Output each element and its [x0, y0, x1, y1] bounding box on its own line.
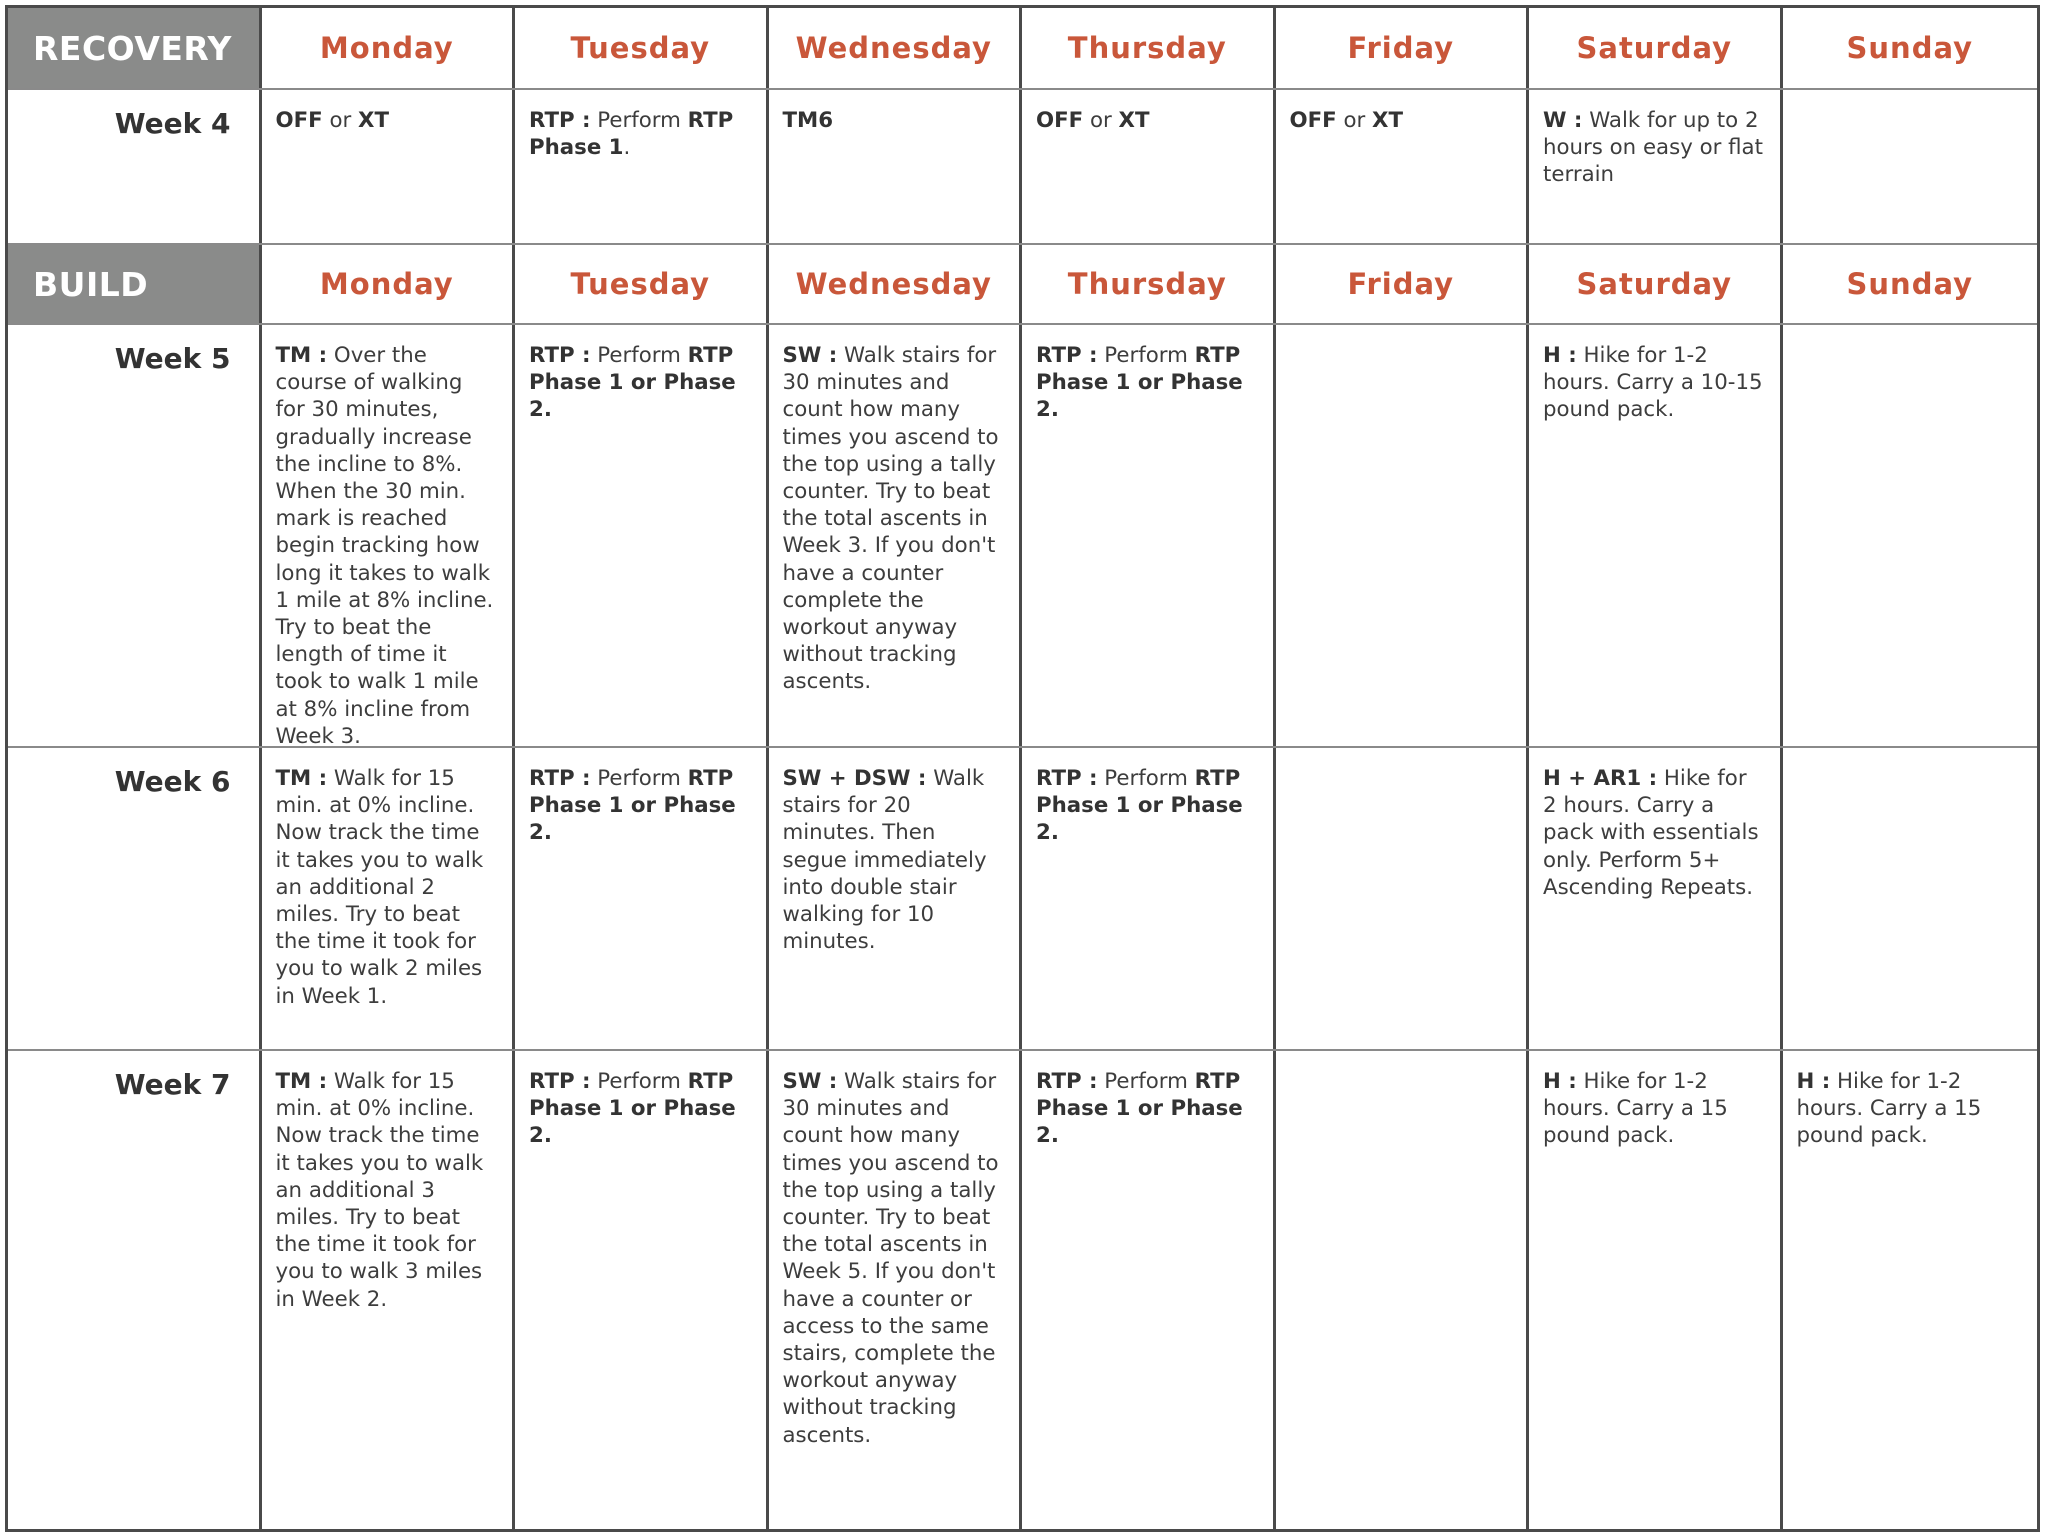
task-code: RTP : [529, 343, 591, 368]
task-code: H + AR1 : [1543, 766, 1658, 791]
task-description: Hike for 1-2 hours. Carry a 15 pound pack. [1543, 1069, 1728, 1149]
task-cell-saturday [1529, 325, 1783, 746]
task-description: Walk stairs for 30 minutes and count how many times you ascend to the top using a tally counter. Try to beat the total ascents in Week 5. If you don't have a counter or access to the same stairs, complete the workout anyway without tracking ascents. [782, 1069, 999, 1448]
task-cell-wednesday [769, 90, 1023, 243]
task-code: RTP : [529, 766, 591, 791]
day-header-monday: Monday [262, 245, 516, 323]
task-code: RTP Phase 1 [529, 108, 734, 161]
task-description: Walk stairs for 30 minutes and count how many times you ascend to the top using a tally counter. Try to beat the total ascents in Week 3. If you don't have a counter complete the workout anyway without tracking ascents. [782, 343, 999, 695]
task-code: XT [1372, 108, 1403, 133]
task-code: H : [1796, 1069, 1831, 1094]
task-cell-sunday [1783, 90, 2037, 243]
task-code: RTP : [1036, 1069, 1098, 1094]
task-cell-monday [262, 90, 516, 243]
task-code: RTP Phase 1 or Phase 2. [529, 343, 736, 423]
week-row-7 [8, 1051, 2037, 1529]
task-code: RTP Phase 1 or Phase 2. [1036, 1069, 1243, 1149]
task-code: OFF [275, 108, 323, 133]
task-description: or [322, 108, 359, 133]
task-cell-tuesday [515, 325, 769, 746]
task-description: Perform [1097, 766, 1195, 791]
task-code: RTP Phase 1 or Phase 2. [529, 766, 736, 846]
task-cell-thursday [1022, 748, 1276, 1049]
task-code: RTP : [529, 1069, 591, 1094]
task-cell-tuesday [515, 1051, 769, 1529]
day-header-wednesday: Wednesday [769, 8, 1023, 88]
day-header-friday: Friday [1276, 8, 1530, 88]
task-description: Hike for 1-2 hours. Carry a 15 pound pack. [1796, 1069, 1982, 1149]
task-description: Walk for up to 2 hours on easy or flat terrain [1543, 108, 1763, 188]
day-header-thursday: Thursday [1022, 8, 1276, 88]
task-description: Perform [1097, 343, 1195, 368]
week-label: Week 5 [8, 325, 262, 746]
week-row-6 [8, 748, 2037, 1051]
task-cell-tuesday [515, 90, 769, 243]
task-code: RTP Phase 1 or Phase 2. [1036, 766, 1243, 846]
day-header-monday: Monday [262, 8, 516, 88]
task-cell-sunday [1783, 748, 2037, 1049]
task-code: TM : [275, 343, 328, 368]
week-row-5 [8, 325, 2037, 748]
day-header-tuesday: Tuesday [515, 8, 769, 88]
task-code: RTP : [529, 108, 591, 133]
task-cell-wednesday [769, 748, 1023, 1049]
day-header-saturday: Saturday [1529, 245, 1783, 323]
task-description: or [1083, 108, 1119, 133]
day-header-saturday: Saturday [1529, 8, 1783, 88]
task-code: SW : [782, 1069, 838, 1094]
build-header-row [8, 245, 2037, 325]
phase-label-build: BUILD [8, 245, 262, 323]
task-code: OFF [1036, 108, 1084, 133]
task-cell-friday [1276, 748, 1530, 1049]
task-cell-monday [262, 748, 516, 1049]
task-code: RTP : [1036, 343, 1098, 368]
task-cell-monday [262, 1051, 516, 1529]
task-description: or [1336, 108, 1373, 133]
week-label: Week 4 [8, 90, 262, 243]
task-cell-sunday [1783, 1051, 2037, 1529]
task-description: Perform [590, 343, 688, 368]
task-description: Perform [590, 108, 688, 133]
task-cell-saturday [1529, 748, 1783, 1049]
task-cell-wednesday [769, 325, 1023, 746]
task-cell-friday [1276, 1051, 1530, 1529]
task-code: RTP Phase 1 or Phase 2. [529, 1069, 736, 1149]
phase-label-recovery: RECOVERY [8, 8, 262, 88]
task-cell-saturday [1529, 90, 1783, 243]
task-description: Perform [590, 1069, 688, 1094]
task-code: H : [1543, 1069, 1577, 1094]
task-code: SW + DSW : [782, 766, 927, 791]
task-code: OFF [1289, 108, 1337, 133]
task-cell-sunday [1783, 325, 2037, 746]
recovery-header-row [8, 8, 2037, 90]
task-code: H : [1543, 343, 1577, 368]
day-header-sunday: Sunday [1846, 267, 1974, 301]
task-code: TM : [275, 1069, 328, 1094]
task-code: XT [358, 108, 389, 133]
task-description: . [623, 135, 631, 161]
day-header-tuesday: Tuesday [515, 245, 769, 323]
task-cell-friday [1276, 90, 1530, 243]
task-cell-thursday [1022, 90, 1276, 243]
day-header-sunday: Sunday [1846, 31, 1974, 65]
task-code: RTP Phase 1 or Phase 2. [1036, 343, 1243, 423]
task-description: Walk stairs for 20 minutes. Then segue immediately into double stair walking for 10 minutes. [782, 766, 987, 955]
task-code: SW : [782, 343, 838, 368]
task-cell-thursday [1022, 1051, 1276, 1529]
training-schedule-table [5, 5, 2040, 1532]
day-header-wednesday: Wednesday [769, 245, 1023, 323]
task-cell-saturday [1529, 1051, 1783, 1529]
task-cell-monday [262, 325, 516, 749]
task-description: Walk for 15 min. at 0% incline. Now track the time it takes you to walk an additional 3 miles. Try to beat the time it took for you to walk 3 miles in Week 2. [275, 1069, 484, 1312]
task-description: Hike for 1-2 hours. Carry a 10-15 pound pack. [1543, 343, 1763, 423]
task-code: W : [1543, 108, 1583, 133]
task-code: TM : [275, 766, 328, 791]
task-code: TM6 [782, 108, 834, 133]
task-description: Perform [590, 766, 688, 791]
week-row-4 [8, 90, 2037, 245]
week-label: Week 7 [8, 1051, 262, 1529]
day-header-thursday: Thursday [1022, 245, 1276, 323]
task-description: Walk for 15 min. at 0% incline. Now track the time it takes you to walk an additional 2 miles. Try to beat the time it took for you to walk 2 miles in Week 1. [275, 766, 484, 1009]
task-code: XT [1118, 108, 1150, 133]
task-code: RTP : [1036, 766, 1098, 791]
task-description: Hike for 2 hours. Carry a pack with essentials only. Perform 5+ Ascending Repeats. [1543, 766, 1759, 900]
task-description: Perform [1097, 1069, 1195, 1094]
week-label: Week 6 [8, 748, 262, 1049]
task-description: Over the course of walking for 30 minutes, gradually increase the incline to 8%. When the 30 min. mark is reached begin tracking how long it takes to walk 1 mile at 8% incline. Try to beat the length of time it took to walk 1 mile at 8% incline from Week 3. [275, 343, 494, 749]
task-cell-friday [1276, 325, 1530, 746]
task-cell-wednesday [769, 1051, 1023, 1529]
task-cell-thursday [1022, 325, 1276, 746]
task-cell-tuesday [515, 748, 769, 1049]
day-header-friday: Friday [1276, 245, 1530, 323]
